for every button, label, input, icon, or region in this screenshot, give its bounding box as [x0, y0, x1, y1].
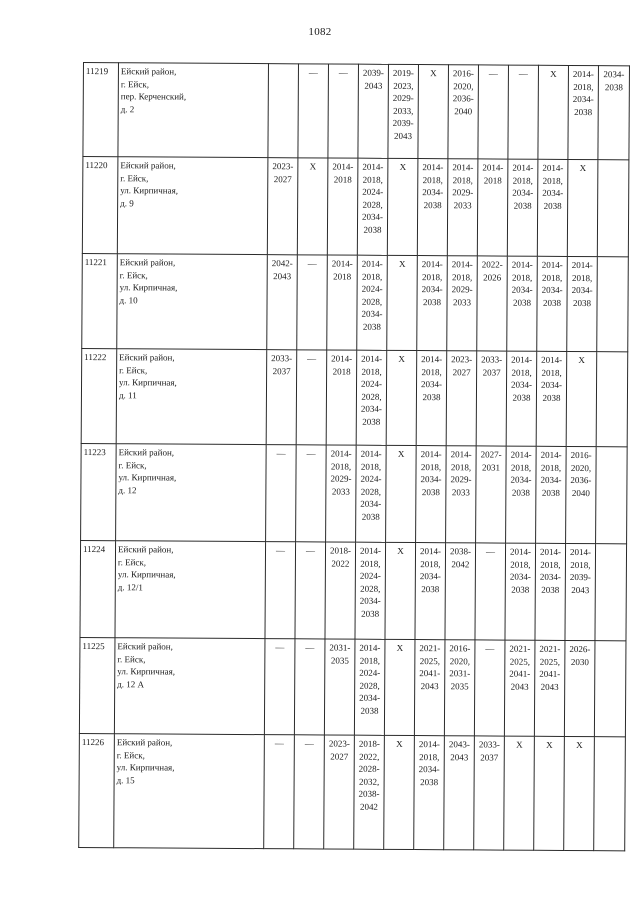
address-line: Ейский район, — [117, 641, 173, 652]
period-cell: — — [266, 445, 297, 542]
address-line: Ейский район, — [116, 737, 173, 748]
address-line: г. Ейск, — [119, 269, 148, 280]
period-cell: 2019- 2023, 2029- 2033, 2039- 2043 — [388, 64, 419, 158]
period-cell: 2034- 2038 — [598, 66, 630, 160]
address-line: ул. Кирпичная, — [118, 472, 177, 483]
address-line: ул. Кирпичная, — [119, 377, 177, 388]
period-cell: X — [564, 736, 595, 850]
period-cell: 2021- 2025, 2041- 2043 — [414, 640, 445, 736]
period-cell: X — [384, 639, 415, 735]
period-cell: X — [538, 65, 569, 159]
period-cell: 2014- 2018 — [326, 350, 357, 445]
period-cell: 2014- 2018, 2034- 2038 — [568, 65, 599, 159]
period-cell: 2014- 2018, 2029- 2033 — [447, 256, 478, 351]
period-cell: 2014- 2018, 2034- 2038 — [537, 159, 568, 256]
address-line: Ейский район, — [119, 352, 175, 363]
address-line: пер. Керченский, — [120, 91, 187, 102]
period-cell: 2021- 2025, 2041- 2043 — [504, 640, 535, 736]
period-cell: 2014- 2018, 2034- 2038 — [536, 446, 567, 543]
table-row — [81, 443, 628, 543]
row-number: 11225 — [79, 637, 115, 733]
period-cell — [268, 64, 299, 158]
period-cell: X — [504, 736, 535, 850]
period-cell: 2014- 2018, 2034- 2038 — [535, 543, 566, 640]
period-cell: 2014- 2018, 2034- 2038 — [506, 446, 537, 543]
period-cell: 2022- 2026 — [477, 256, 508, 351]
period-cell: X — [534, 736, 565, 850]
address-line: г. Ейск, — [117, 556, 147, 567]
period-cell: 2014- 2018, 2034- 2038 — [536, 351, 567, 446]
period-cell: 2014- 2018, 2034- 2038 — [507, 159, 538, 256]
period-cell: X — [386, 350, 417, 445]
period-cell: 2043- 2043 — [444, 736, 475, 850]
period-cell: 2014- 2018, 2034- 2038 — [507, 256, 538, 351]
address-line: г. Ейск, — [120, 172, 149, 183]
period-cell: 2016- 2020, 2031- 2035 — [444, 640, 475, 736]
period-cell: 2016- 2020, 2036- 2040 — [566, 446, 597, 543]
address-line: Ейский район, — [119, 257, 176, 268]
period-cell: 2014- 2018, 2024- 2028, 2034- 2038 — [355, 542, 386, 639]
period-cell: 2014- 2018, 2034- 2038 — [505, 543, 536, 640]
register-table — [78, 62, 630, 851]
address-line: Ейский район, — [120, 160, 176, 171]
period-cell: 2042- 2043 — [267, 255, 298, 350]
period-cell: 2023- 2027 — [267, 158, 298, 255]
period-cell: 2014- 2018, 2034- 2038 — [506, 351, 537, 446]
address-cell — [116, 349, 267, 445]
period-cell: — — [294, 735, 325, 849]
page-number: 1082 — [308, 26, 332, 38]
address-line: ул. Кирпичная, — [119, 282, 178, 293]
address-cell — [114, 638, 265, 735]
period-cell: — — [296, 445, 327, 542]
period-cell: — — [294, 639, 325, 735]
row-number: 11220 — [82, 157, 118, 254]
period-cell: X — [386, 445, 417, 542]
period-cell: 2031- 2035 — [324, 639, 355, 735]
period-cell: — — [265, 542, 296, 639]
period-cell — [594, 641, 626, 737]
period-cell: 2023- 2027 — [446, 351, 477, 446]
address-cell — [114, 734, 265, 849]
period-cell: 2014- 2018, 2034- 2038 — [415, 543, 446, 640]
period-cell: 2014- 2018, 2034- 2038 — [414, 736, 445, 850]
address-line: г. Ейск, — [119, 364, 148, 375]
address-line: д. 10 — [119, 294, 138, 305]
period-cell: 2014- 2018, 2024- 2028, 2034- 2038 — [357, 158, 388, 255]
period-cell: — — [264, 735, 295, 849]
period-cell: 2033- 2037 — [474, 736, 505, 850]
period-cell: — — [264, 639, 295, 735]
period-cell — [596, 447, 628, 544]
period-cell: 2014- 2018, 2034- 2038 — [537, 256, 568, 351]
address-line: Ейский район, — [118, 447, 175, 458]
address-cell — [118, 63, 269, 158]
address-cell — [115, 541, 266, 639]
period-cell: 2033- 2037 — [266, 350, 297, 445]
period-cell: 2027- 2031 — [476, 446, 507, 543]
period-cell: X — [387, 255, 418, 350]
address-line: Ейский район, — [117, 544, 174, 555]
period-cell: 2014- 2018, 2029- 2033 — [326, 445, 357, 542]
table-row — [80, 540, 627, 640]
period-cell: 2014- 2018, 2034- 2038 — [567, 256, 598, 351]
period-cell: — — [474, 640, 505, 736]
row-number: 11226 — [79, 733, 115, 847]
period-cell: 2014- 2018, 2024- 2028, 2034- 2038 — [357, 255, 388, 350]
period-cell: 2018- 2022 — [325, 542, 356, 639]
period-cell: X — [387, 158, 418, 255]
period-cell: 2014- 2018, 2034- 2038 — [417, 159, 448, 256]
table-row — [82, 157, 629, 257]
period-cell: 2021- 2025, 2041- 2043 — [534, 640, 565, 736]
period-cell: 2014- 2018, 2029- 2033 — [447, 159, 478, 256]
row-number: 11221 — [82, 253, 118, 348]
table-row — [83, 63, 630, 160]
address-line: д. 9 — [120, 197, 134, 208]
period-cell: 2014- 2018, 2039- 2043 — [565, 543, 596, 640]
period-cell: — — [508, 65, 539, 159]
period-cell — [597, 257, 629, 352]
period-cell — [595, 544, 627, 641]
table-row — [79, 637, 626, 736]
address-cell — [117, 157, 268, 255]
period-cell: X — [566, 351, 597, 446]
period-cell: 2014- 2018 — [327, 255, 358, 350]
period-cell — [594, 737, 626, 851]
address-line: г. Ейск, — [116, 749, 145, 760]
period-cell: 2014- 2018, 2034- 2038 — [416, 446, 447, 543]
address-line: ул. Кирпичная, — [120, 185, 179, 196]
period-cell: X — [567, 159, 598, 256]
address-line: д. 15 — [116, 774, 135, 785]
period-cell: 2026- 2030 — [564, 640, 595, 736]
table-row — [79, 733, 626, 850]
period-cell: 2014- 2018, 2024- 2028, 2034- 2038 — [356, 445, 387, 542]
period-cell — [597, 160, 629, 257]
row-number: 11224 — [80, 540, 116, 637]
period-cell: 2018- 2022, 2028- 2032, 2038- 2042 — [354, 735, 385, 849]
period-cell: 2014- 2018, 2024- 2028, 2034- 2038 — [354, 639, 385, 735]
period-cell: 2014- 2018, 2034- 2038 — [417, 256, 448, 351]
period-cell: 2039- 2043 — [358, 64, 389, 158]
address-line: д. 12 — [118, 484, 137, 495]
period-cell: — — [298, 64, 329, 158]
period-cell: X — [418, 65, 449, 159]
address-line: д. 2 — [120, 103, 135, 114]
table-row — [81, 348, 628, 446]
period-cell: 2014- 2018, 2034- 2038 — [416, 351, 447, 446]
row-number: 11219 — [83, 63, 119, 157]
period-cell: — — [297, 255, 328, 350]
period-cell: 2014- 2018 — [477, 159, 508, 256]
address-cell — [117, 254, 268, 350]
table-row — [82, 253, 629, 351]
row-number: 11223 — [81, 443, 117, 540]
period-cell: — — [475, 543, 506, 640]
period-cell: X — [385, 542, 416, 639]
period-cell: 2016- 2020, 2036- 2040 — [448, 65, 479, 159]
period-cell: 2038- 2042 — [445, 543, 476, 640]
address-line: г. Ейск, — [117, 653, 146, 664]
period-cell: 2033- 2037 — [476, 351, 507, 446]
period-cell: — — [296, 350, 327, 445]
address-line: г. Ейск, — [120, 78, 150, 89]
address-line: ул. Кирпичная, — [117, 569, 176, 580]
period-cell: — — [295, 542, 326, 639]
address-line: ул. Кирпичная, — [116, 762, 175, 773]
address-line: г. Ейск, — [118, 459, 147, 470]
period-cell: X — [297, 158, 328, 255]
address-line: ул. Кирпичная, — [117, 666, 176, 677]
period-cell: 2023- 2027 — [324, 735, 355, 849]
address-line: д. 11 — [118, 389, 137, 400]
period-cell — [596, 352, 628, 447]
period-cell: — — [328, 64, 359, 158]
address-line: д. 12/1 — [117, 581, 143, 592]
address-line: Ейский район, — [120, 66, 177, 77]
address-cell — [116, 444, 267, 542]
period-cell: X — [384, 735, 415, 849]
address-line: д. 12 А — [117, 678, 145, 689]
period-cell: 2014- 2018, 2029- 2033 — [446, 446, 477, 543]
row-number: 11222 — [81, 348, 117, 443]
period-cell: 2014- 2018 — [327, 158, 358, 255]
period-cell: — — [478, 65, 509, 159]
period-cell: 2014- 2018, 2024- 2028, 2034- 2038 — [356, 350, 387, 445]
